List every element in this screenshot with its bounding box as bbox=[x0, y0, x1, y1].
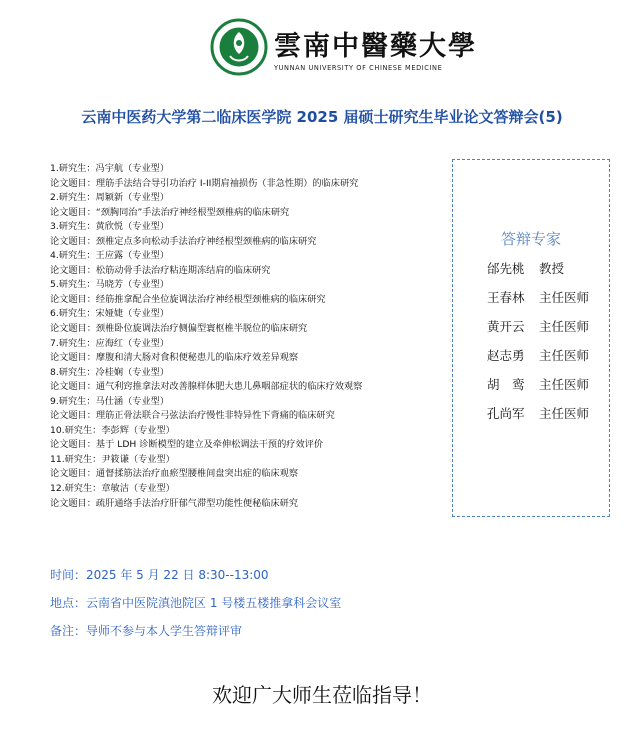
defense-time: 时间：2025 年 5 月 22 日 8:30--13:00 bbox=[50, 568, 269, 582]
thesis-title-line: 论文题目：疏肝通络手法治疗肝郁气滞型功能性便秘临床研究 bbox=[50, 497, 299, 509]
expert-row bbox=[487, 375, 589, 393]
expert-name: 邰先桃 bbox=[487, 261, 525, 276]
expert-row bbox=[487, 288, 589, 306]
student-line: 10.研究生：李彭辉（专业型） bbox=[50, 424, 175, 436]
university-name-en: YUNNAN UNIVERSITY OF CHINESE MEDICINE bbox=[274, 64, 443, 72]
expert-heading: 答辩专家 bbox=[500, 230, 561, 248]
expert-row bbox=[487, 259, 564, 277]
university-logo bbox=[210, 18, 477, 80]
thesis-title-line: 论文题目：基于 LDH 诊断模型的建立及牵伸松调法干预的疗效评价 bbox=[50, 439, 324, 451]
student-line: 9.研究生：马仕涵（专业型） bbox=[50, 395, 170, 407]
defense-note: 备注：导师不参与本人学生答辩评审 bbox=[50, 624, 243, 638]
expert-row bbox=[487, 317, 589, 335]
student-line: 7.研究生：应海红（专业型） bbox=[50, 337, 170, 349]
welcome-message: 欢迎广大师生莅临指导！ bbox=[212, 683, 432, 707]
expert-title: 主任医师 bbox=[539, 290, 590, 305]
student-line: 11.研究生：尹筱谦（专业型） bbox=[50, 453, 175, 465]
expert-row bbox=[487, 404, 589, 422]
student-line: 5.研究生：马晓芳（专业型） bbox=[50, 279, 170, 291]
student-line: 2.研究生：周颖新（专业型） bbox=[50, 192, 170, 204]
expert-row bbox=[487, 346, 589, 364]
thesis-title-line: 论文题目：松筋动骨手法治疗粘连期冻结肩的临床研究 bbox=[50, 264, 271, 276]
thesis-title-line: 论文题目：“颈胸同治”手法治疗神经根型颈椎病的临床研究 bbox=[50, 206, 290, 218]
student-line: 1.研究生：冯宇航（专业型） bbox=[50, 163, 170, 174]
thesis-title-line: 论文题目：通气利窍推拿法对改善腺样体肥大患儿鼻咽部症状的临床疗效观察 bbox=[50, 381, 363, 393]
expert-title: 主任医师 bbox=[539, 377, 590, 392]
expert-name: 黄开云 bbox=[487, 319, 525, 334]
student-line: 3.研究生：黄欣悦（专业型） bbox=[50, 221, 170, 233]
expert-title: 教授 bbox=[539, 261, 565, 276]
student-line: 8.研究生：冷桂娴（专业型） bbox=[50, 366, 170, 378]
expert-title: 主任医师 bbox=[539, 319, 590, 334]
expert-name: 赵志勇 bbox=[487, 348, 525, 363]
expert-name: 胡 鸾 bbox=[487, 377, 525, 392]
university-name-cn: 雲南中醫藥大學 bbox=[274, 31, 477, 62]
thesis-title-line: 论文题目：理筋正骨法联合弓弦法治疗慢性非特异性下背痛的临床研究 bbox=[50, 410, 335, 422]
thesis-title-line: 论文题目：颈椎定点多向松动手法治疗神经根型颈椎病的临床研究 bbox=[50, 235, 317, 247]
thesis-title-line: 论文题目：摩腹和清大肠对食积便秘患儿的临床疗效差异观察 bbox=[50, 352, 299, 364]
thesis-title-line: 论文题目：经筋推拿配合坐位旋调法治疗神经根型颈椎病的临床研究 bbox=[50, 293, 326, 305]
expert-name: 王春林 bbox=[487, 290, 525, 305]
thesis-title-line: 论文题目：理筋手法结合导引功治疗 I-II期肩袖损伤（非急性期）的临床研究 bbox=[50, 177, 359, 189]
expert-name: 孔尚军 bbox=[487, 406, 525, 421]
thesis-title-line: 论文题目：颈椎卧位旋调法治疗侧偏型寰枢椎半脱位的临床研究 bbox=[50, 323, 308, 335]
student-line: 4.研究生：王应露（专业型） bbox=[50, 250, 170, 262]
expert-title: 主任医师 bbox=[539, 406, 590, 421]
university-seal-icon bbox=[210, 18, 268, 76]
page-title: 云南中医药大学第二临床医学院 2025 届硕士研究生毕业论文答辩会(5) bbox=[81, 108, 563, 126]
expert-panel bbox=[452, 159, 610, 517]
thesis-title-line: 论文题目：通督揉筋法治疗血瘀型腰椎间盘突出症的临床观察 bbox=[50, 468, 299, 480]
student-list bbox=[50, 162, 450, 511]
defense-location: 地点：云南省中医院滇池院区 1 号楼五楼推拿科会议室 bbox=[50, 596, 342, 610]
expert-title: 主任医师 bbox=[539, 348, 590, 363]
student-line: 12.研究生：章敏洁（专业型） bbox=[50, 483, 175, 495]
student-line: 6.研究生：宋娅婕（专业型） bbox=[50, 308, 170, 320]
